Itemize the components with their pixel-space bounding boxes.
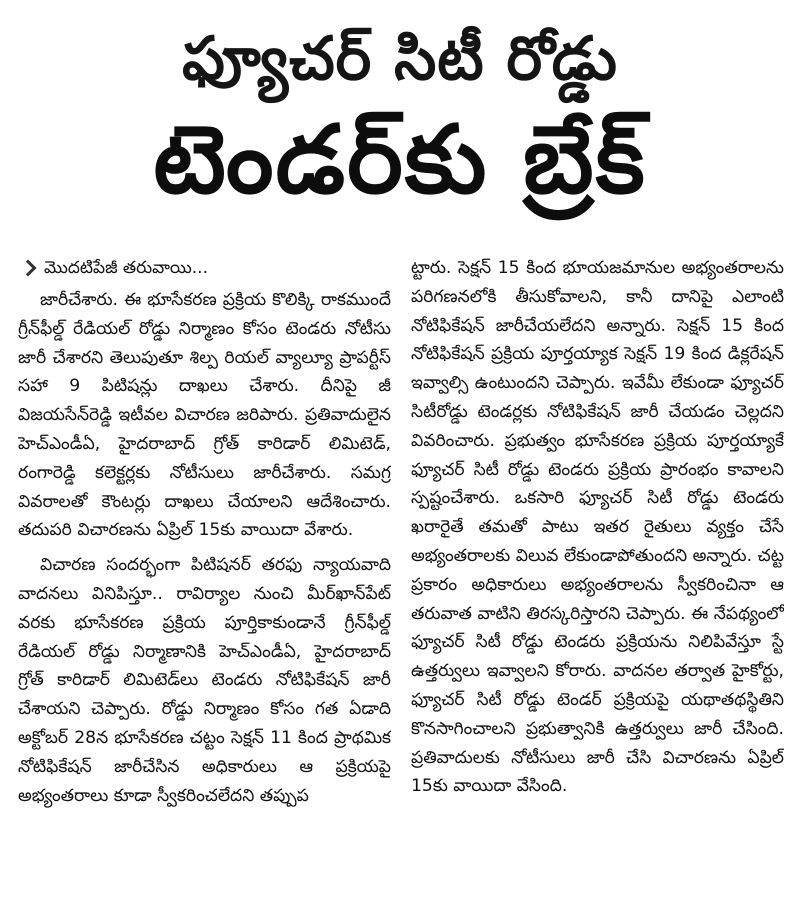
continued-from-front-page [18,254,391,282]
paragraph: ట్టారు. సెక్షన్ 15 కింద భూయజమానుల అభ్యంతరాలను పరిగణనలోకి తీసుకోవాలని, కానీ దానిపై ఎలాంటి నోటిఫికేషన్ జారీచేయలేదని అన్నారు. సెక్షన్ 15 కింద నోటిఫికేషన్ ప్రక్రియ పూర్తయ్యాక సెక్షన్ 19 కింద డిక్లరేషన్ ఇవ్వాల్సి ఉంటుందని చెప్పారు. ఇవేమీ లేకుండా ఫ్యూచర్ సిటీరోడ్డు టెండర్లకు నోటిఫికేషన్ జారీ చేయడం చెల్లదని వివరించారు. ప్రభుత్వం భూసేకరణ ప్రక్రియ పూర్తయ్యాకే ఫ్యూచర్ సిటీ రోడ్డు టెండరు ప్రక్రియ ప్రారంభం కావాలని స్పష్టంచేశారు. ఒకసారి ఫ్యూచర్ సిటీ రోడ్డు టెండరు ఖరారైతే తమతో పాటు ఇతర రైతులు వ్యక్తం చేసే అభ్యంతరాలకు విలువ లేకుండాపోతుందని అన్నారు. చట్ట ప్రకారం అధికారులు అభ్యంతరాలను స్వీకరించినా ఆ తరువాత వాటిని తిరస్కరిస్తారని చెప్పారు. ఈ నేపథ్యంలో ఫ్యూచర్ సిటీ రోడ్డు టెండరు ప్రక్రియను నిలిపివేస్తూ స్టే ఉత్తర్వులు ఇవ్వాలని కోరారు. వాదనల తర్వాత హైకోర్టు, ఫ్యూచర్ సిటీ రోడ్డు టెండర్ ప్రక్రియపై యథాతథస్థితిని కొనసాగించాలని ప్రభుత్వానికి ఉత్తర్వులు జారీ చేసింది. ప్రతివాదులకు నోటీసులు జారీ చేసి విచారణను ఏప్రిల్ 15కు వాయిదా వేసింది. [411,258,784,797]
paragraph: విచారణ సందర్భంగా పిటిషనర్ తరఫు న్యాయవాది వాదనలు వినిపిస్తూ.. రావిర్యాల నుంచి మీర్‌ఖాన్‌పేట్ వరకు భూసేకరణ ప్రక్రియ పూర్తికాకుండానే గ్రీన్‌ఫీల్డ్ రేడియల్ రోడ్డు నిర్మాణానికి హెచ్‌ఎండీఏ, హైదరాబాద్ గ్రోత్ కారిడార్ లిమిటెడ్‌లు టెండరు నోటిఫికేషన్ జారీ చేశాయని చెప్పారు. రోడ్డు నిర్మాణం కోసం గత ఏడాది అక్టోబర్ 28న భూసేకరణ చట్టం సెక్షన్ 11 కింద ప్రాథమిక నోటిఫికేషన్ జారీచేసిన అధికారులు ఆ ప్రక్రియపై అభ్యంతరాలు కూడా స్వీకరించలేదని తప్పుప [18,555,391,806]
left-column [18,254,391,914]
continued-label: మొదటిపేజీ తరువాయి... [44,258,208,278]
paragraph: జారీచేశారు. ఈ భూసేకరణ ప్రక్రియ కొలిక్కి రాకముందే గ్రీన్‌ఫీల్డ్ రేడియల్ రోడ్డు నిర్మాణం కోసం టెండరు నోటీసు జారీ చేశారని తెలుపుతూ శిల్ప రియల్ వ్యాల్యూ ప్రాపర్టీస్ సహా 9 పిటిషన్లు దాఖలు చేశారు. దీనిపై జీ విజయసేన్‌రెడ్డి ఇటీవల విచారణ జరిపారు. ప్రతివాదులైన హెచ్‌ఎండీఏ, హైదరాబాద్ గ్రోత్ కారిడార్ లిమిటెడ్, రంగారెడ్డి కలెక్టర్లకు నోటీసులు జారీచేశారు. సమగ్ర వివరాలతో కౌంటర్లు దాఖలు చేయాలని ఆదేశించారు. తదుపరి విచారణను ఏప్రిల్ 15కు వాయిదా వేశారు. [18,290,391,541]
chevron-right-icon [20,260,37,277]
headline-line-1: ఫ్యూచర్ సిటీ రోడ్డు [182,24,618,94]
right-column [411,254,784,914]
article-body [18,254,784,914]
headline-line-2: టెండర్‌కు బ్రేక్ [153,106,647,215]
